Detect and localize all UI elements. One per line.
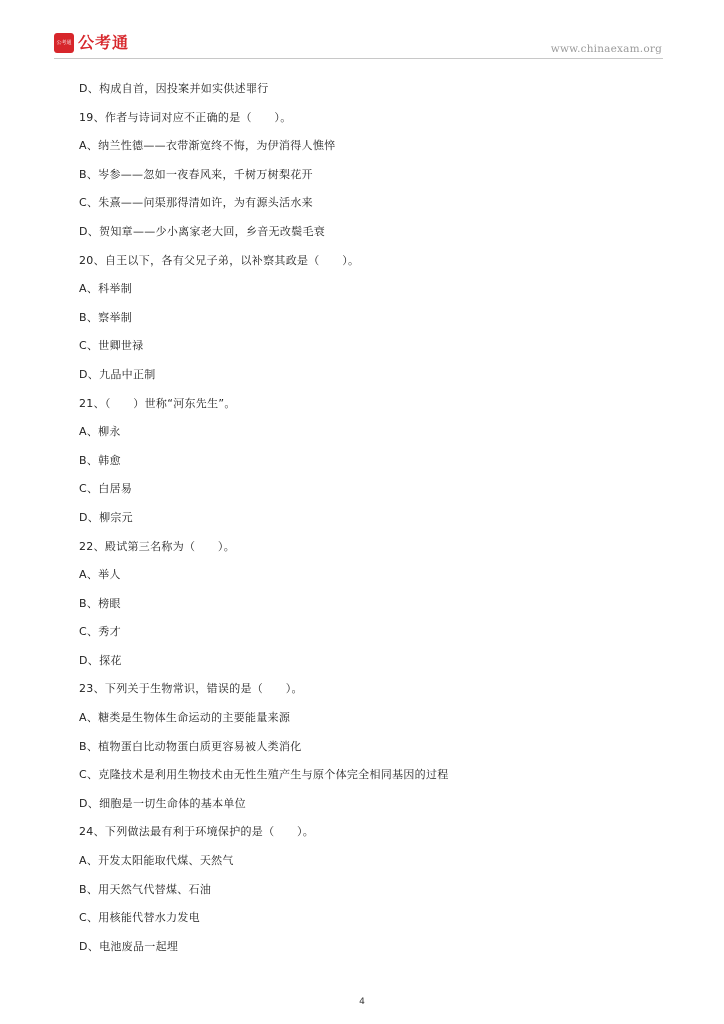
logo [54, 33, 129, 53]
question-line: 19、作者与诗词对应不正确的是（ ）。 [79, 110, 292, 124]
option-line: A、糖类是生物体生命运动的主要能量来源 [79, 711, 291, 725]
page-header [0, 0, 724, 62]
option-line: B、用天然气代替煤、石油 [79, 882, 212, 896]
option-line: C、世卿世禄 [79, 339, 144, 353]
option-line: A、柳永 [79, 425, 121, 439]
option-line: C、白居易 [79, 482, 133, 496]
option-line: B、榜眼 [79, 596, 121, 610]
option-line: A、科举制 [79, 282, 133, 296]
question-line: 22、殿试第三名称为（ ）。 [79, 539, 235, 553]
option-line: A、纳兰性德——衣带渐宽终不悔，为伊消得人憔悴 [79, 139, 336, 153]
option-line: A、举人 [79, 568, 121, 582]
question-line: 20、自王以下，各有父兄子弟，以补察其政是（ ）。 [79, 253, 360, 267]
option-line: C、秀才 [79, 625, 121, 639]
question-line: 21、（ ）世称“河东先生”。 [79, 396, 236, 410]
option-line: D、探花 [79, 653, 122, 667]
option-line: D、细胞是一切生命体的基本单位 [79, 796, 246, 810]
option-line: D、贺知章——少小离家老大回，乡音无改鬓毛衰 [79, 224, 326, 238]
site-url: www.chinaexam.org [550, 43, 662, 55]
option-line: A、开发太阳能取代煤、天然气 [79, 854, 234, 868]
question-line: 23、下列关于生物常识，错误的是（ ）。 [79, 682, 303, 696]
option-line: C、克隆技术是利用生物技术由无性生殖产生与原个体完全相同基因的过程 [79, 768, 449, 782]
option-line: D、柳宗元 [79, 510, 133, 524]
document-body [79, 75, 659, 961]
question-line: 24、下列做法最有利于环境保护的是（ ）。 [79, 825, 315, 839]
option-line: B、韩愈 [79, 453, 121, 467]
logo-text: 公考通 [78, 33, 130, 52]
option-line: B、岑参——忽如一夜春风来，千树万树梨花开 [79, 167, 313, 181]
option-line: D、构成自首，因投案并如实供述罪行 [79, 82, 269, 95]
option-line: B、察举制 [79, 310, 133, 324]
option-line: C、朱熹——问渠那得清如许，为有源头活水来 [79, 196, 313, 210]
header-divider [54, 58, 663, 59]
option-line: C、用核能代替水力发电 [79, 911, 200, 925]
logo-badge-icon: 公考通 [54, 33, 74, 53]
option-line: D、电池废品一起埋 [79, 939, 179, 953]
option-line: D、九品中正制 [79, 367, 156, 381]
page-number: 4 [359, 997, 365, 1007]
option-line: B、植物蛋白比动物蛋白质更容易被人类消化 [79, 739, 302, 753]
